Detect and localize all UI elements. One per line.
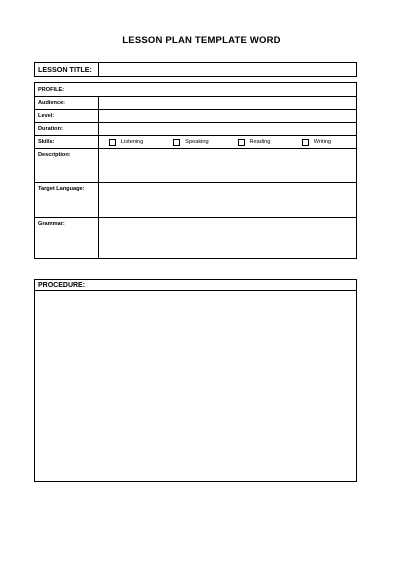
checkbox-speaking[interactable] xyxy=(173,139,180,146)
grammar-field[interactable] xyxy=(99,218,357,259)
checkbox-listening[interactable] xyxy=(109,139,116,146)
level-field[interactable] xyxy=(99,110,357,123)
profile-header: PROFILE: xyxy=(35,83,357,97)
procedure-table xyxy=(34,279,357,482)
procedure-header: PROCEDURE: xyxy=(35,280,357,291)
procedure-body-row xyxy=(35,291,357,482)
skill-speaking[interactable] xyxy=(163,139,227,146)
description-row xyxy=(35,149,357,183)
duration-row xyxy=(35,123,357,136)
profile-table xyxy=(34,82,357,259)
skill-writing-label: Writing xyxy=(313,139,332,145)
lesson-title-field[interactable] xyxy=(99,63,357,77)
checkbox-writing[interactable] xyxy=(302,139,309,146)
page-title: LESSON PLAN TEMPLATE WORD xyxy=(122,35,281,46)
grammar-label: Grammar: xyxy=(35,218,99,259)
skill-reading-label: Reading xyxy=(249,139,271,145)
skill-listening-label: Listening xyxy=(121,139,144,145)
skill-speaking-label: Speaking xyxy=(185,139,209,145)
procedure-field[interactable] xyxy=(35,291,357,482)
description-field[interactable] xyxy=(99,149,357,183)
audience-row xyxy=(35,97,357,110)
lesson-title-label: LESSON TITLE: xyxy=(35,63,99,77)
lesson-title-row xyxy=(35,63,357,77)
grammar-row xyxy=(35,218,357,259)
level-row xyxy=(35,110,357,123)
checkbox-reading[interactable] xyxy=(238,139,245,146)
lesson-title-table xyxy=(34,62,357,77)
level-label: Level: xyxy=(35,110,99,123)
audience-label: Audience: xyxy=(35,97,99,110)
skills-field xyxy=(99,136,357,149)
audience-field[interactable] xyxy=(99,97,357,110)
target-language-field[interactable] xyxy=(99,183,357,218)
skill-listening[interactable] xyxy=(99,139,163,146)
skills-label: Skills: xyxy=(35,136,99,149)
profile-header-row xyxy=(35,83,357,97)
target-language-label: Target Language: xyxy=(35,183,99,218)
procedure-header-row xyxy=(35,280,357,291)
description-label: Description: xyxy=(35,149,99,183)
skills-row xyxy=(35,136,357,149)
duration-field[interactable] xyxy=(99,123,357,136)
duration-label: Duration: xyxy=(35,123,99,136)
target-language-row xyxy=(35,183,357,218)
skill-reading[interactable] xyxy=(228,139,292,146)
skill-writing[interactable] xyxy=(292,139,356,146)
